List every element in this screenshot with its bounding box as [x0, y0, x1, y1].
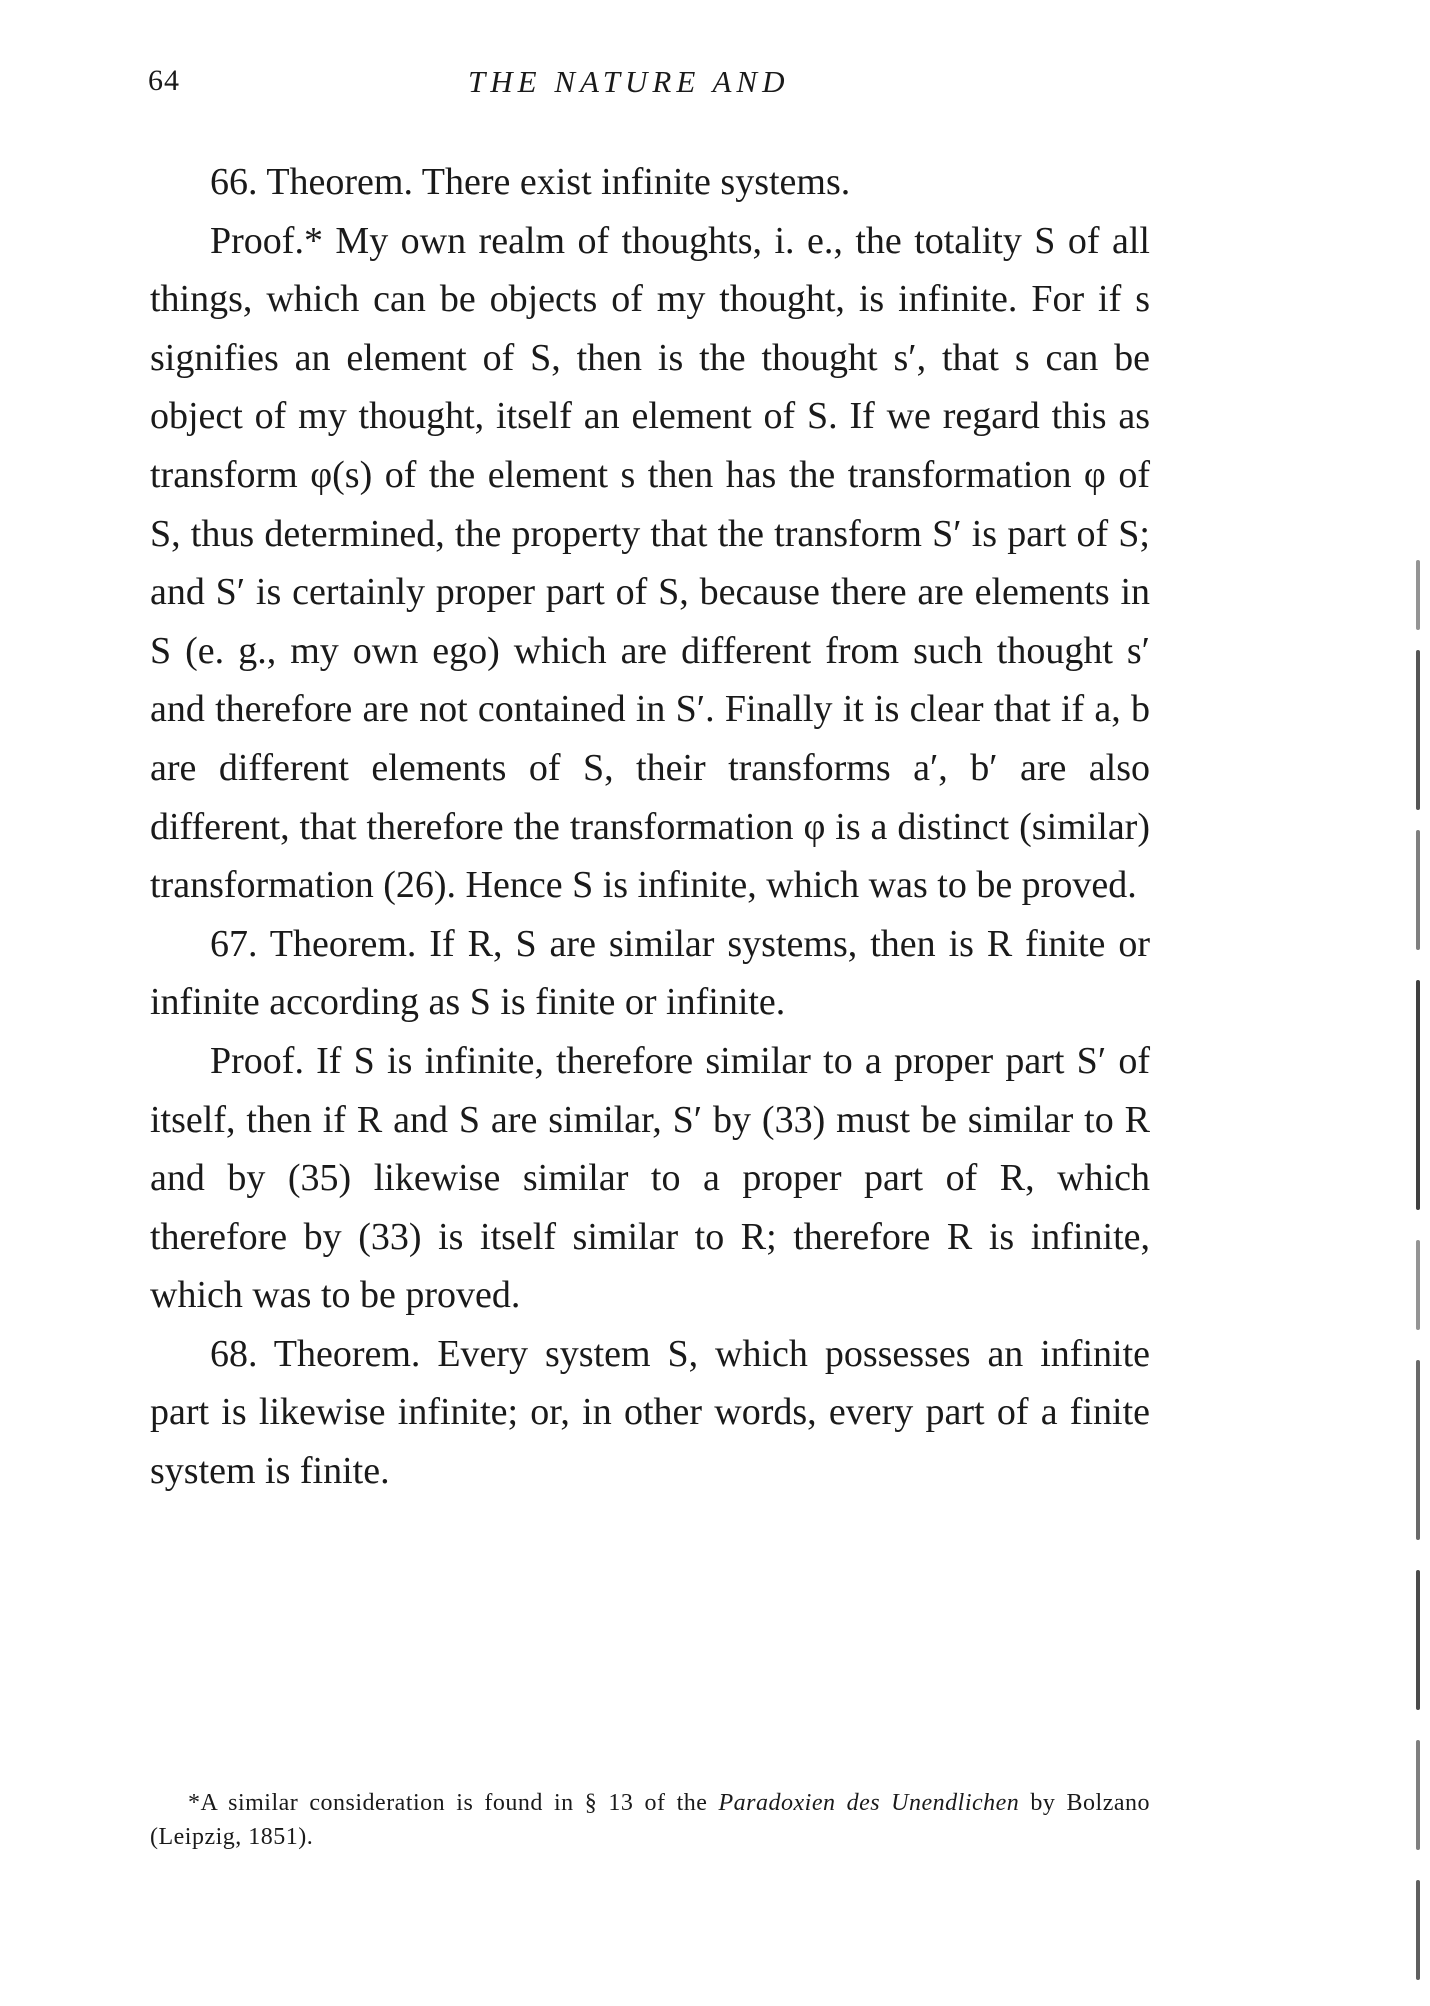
- proof-66: Proof.* My own realm of thoughts, i. e., the totality S of all things, which can be objects of my thought, is infinite. For if s signifies an element of S, then is the thought s′, that s can be object of my thought, itself an element of S. If we regard this as transform φ(s) of the element s then has the transformation φ of S, thus determined, the property that the transform S′ is part of S; and S′ is certainly proper part of S, because there are elements in S (e. g., my own ego) which are different from such thought s′ and therefore are not contained in S′. Finally it is clear that if a, b are different elements of S, their transforms a′, b′ are also different, that therefore the transformation φ is a distinct (similar) transformation (26). Hence S is infinite, which was to be proved.: [150, 219, 1150, 907]
- proof-67: Proof. If S is infinite, therefore similar to a proper part S′ of itself, then if R and S are similar, S′ by (33) must be similar to R and by (35) likewise similar to a proper part of R, which therefore by (33) is itself similar to R; therefore R is infinite, which was to be proved.: [150, 1039, 1150, 1317]
- running-head: [148, 64, 1148, 110]
- footnote-title: Paradoxien des Unendlichen: [718, 1790, 1020, 1816]
- theorem-68: 68. Theorem. Every system S, which possesses an infinite part is likewise infinite; or, in other words, every part of a finite system is finite.: [150, 1332, 1150, 1493]
- scan-edge-shadow: [1416, 560, 1424, 2000]
- footnote-text-before: *A similar consideration is found in § 13 of the: [188, 1790, 719, 1816]
- theorem-66: 66. Theorem. There exist infinite systems.: [210, 161, 851, 203]
- footnote-paragraph: [150, 1786, 1150, 1854]
- body-text: [150, 153, 1150, 1501]
- footnote: [150, 1786, 1150, 1854]
- page-number: 64: [148, 64, 180, 97]
- theorem-67: 67. Theorem. If R, S are similar systems, then is R finite or infinite according as S is finite or infinite.: [150, 922, 1150, 1024]
- running-title: THE NATURE AND: [468, 64, 790, 99]
- footnote-text-after: by Bolzano (Leipzig, 1851).: [150, 1790, 1151, 1850]
